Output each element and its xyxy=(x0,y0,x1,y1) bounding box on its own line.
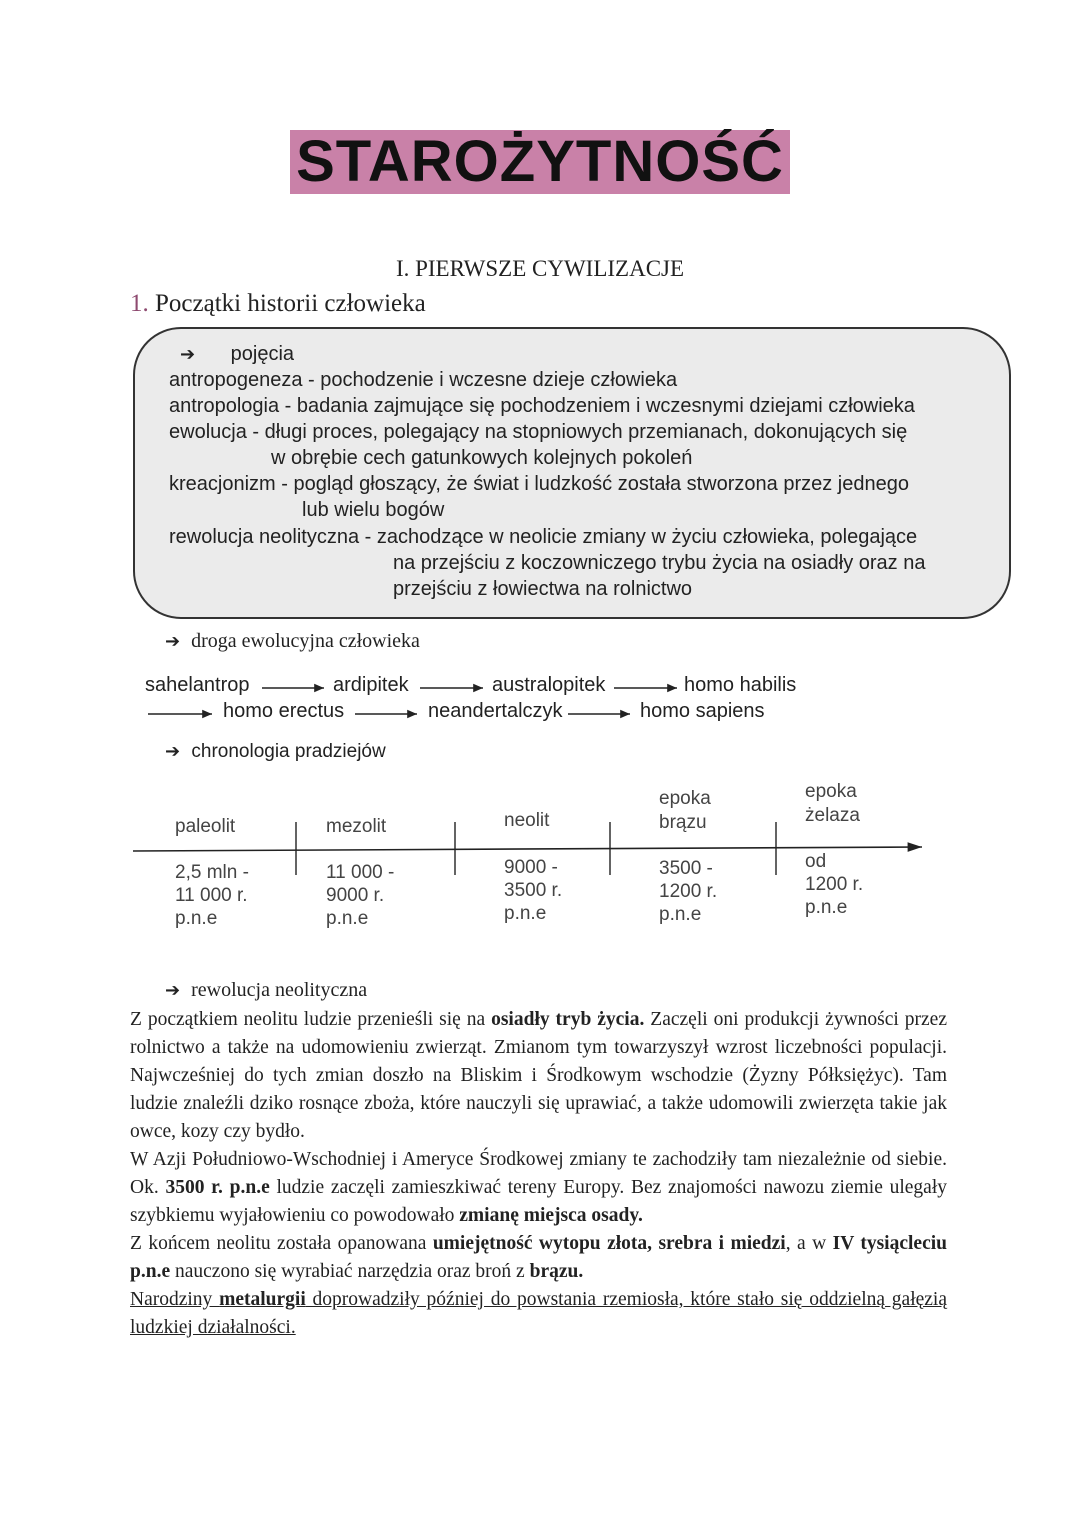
neolithic-heading-row xyxy=(165,979,367,1002)
text-span: Zaczęli oni produkcji żywności przez rolnictwo a także na udomowieniu zwierząt. Zmianom tym towarzyszył wzrost liczebności populacji. Najwcześniej do tych zmian doszło na Bliskim i Środkowym wschodzie (Żyzny Półksiężyc). Tam ludzie znaleźli dziko rosnące zboża, które nauczyli się uprawiać, a także udomowili zwierzęta takie jak owce, kozy czy bydło. xyxy=(130,1009,947,1142)
arrow-right-icon: ➔ xyxy=(165,741,181,762)
bold-phrase: 3500 r. p.n.e xyxy=(165,1177,270,1198)
paragraph xyxy=(130,1146,947,1230)
concept-line: antropologia - badania zajmujące się pochodzeniem i wczesnymi dziejami człowieka xyxy=(169,395,915,417)
evolution-stage: homo habilis xyxy=(684,674,797,696)
bold-phrase: , xyxy=(647,1233,659,1254)
concept-line: przejściu z łowiectwa na rolnictwo xyxy=(393,578,693,600)
period-date: 3500 - 1200 r. p.n.e xyxy=(659,858,718,925)
period-name: neolit xyxy=(504,810,550,831)
chronology-heading: chronologia pradziejów xyxy=(191,741,386,762)
text-span: Z początkiem neolitu ludzie przenieśli się na xyxy=(130,1009,492,1030)
bold-phrase: zmianę miejsca osady. xyxy=(459,1205,643,1226)
text-span: Z końcem neolitu została opanowana xyxy=(130,1233,433,1254)
period-name: mezolit xyxy=(326,816,387,837)
neolithic-heading: rewolucja neolityczna xyxy=(191,979,368,1001)
concept-line: na przejściu z koczowniczego trybu życia na osiadły oraz na xyxy=(393,552,926,574)
evolution-stage: homo erectus xyxy=(223,700,345,722)
arrow-right-icon: ➔ xyxy=(165,980,181,1001)
bold-phrase: IV tysiącleciu p.n.e xyxy=(130,1233,947,1282)
concept-line: antropogeneza - pochodzenie i wczesne dzieje człowieka xyxy=(169,369,678,391)
neolithic-text xyxy=(130,1006,947,1342)
period-date: od 1200 r. p.n.e xyxy=(805,851,864,918)
paragraph xyxy=(130,1006,947,1146)
text-span: doprowadziły później do powstania rzemiosła, które stało się oddzielną gałęzią ludzkiej działalności. xyxy=(130,1289,947,1338)
evolution-stage: sahelantrop xyxy=(145,674,250,696)
text-span: nauczono się wyrabiać narzędzia oraz broń z xyxy=(170,1261,530,1282)
paragraph xyxy=(130,1286,947,1342)
text-span: ludzie zaczęli zamieszkiwać tereny Europy. Bez znajomości nawozu ziemie ulegały szybkiemu wyjałowieniu co powodowało xyxy=(130,1177,947,1226)
evolution-arrows xyxy=(0,0,1080,760)
bold-phrase: brązu. xyxy=(529,1261,584,1282)
evolution-heading: droga ewolucyjna człowieka xyxy=(191,630,420,652)
concept-line: rewolucja neolityczna - zachodzące w neolicie zmiany w życiu człowieka, polegające xyxy=(169,526,918,548)
page-title: STAROŻYTNOŚĆ xyxy=(290,130,790,194)
concept-line: lub wielu bogów xyxy=(302,499,445,521)
concept-line: kreacjonizm - pogląd głoszący, że świat i ludzkość została stworzona przez jednego xyxy=(169,473,909,495)
text-span: Narodziny xyxy=(130,1289,220,1310)
lesson-number: 1. xyxy=(130,290,149,317)
period-date: 2,5 mln - 11 000 r. p.n.e xyxy=(175,862,249,929)
period-name: epoka brązu xyxy=(659,788,711,833)
evolution-stage: ardipitek xyxy=(333,674,409,696)
arrow-right-icon: ➔ xyxy=(180,344,196,365)
text-span: , a w xyxy=(785,1233,833,1254)
text-span: W Azji Południowo-Wschodniej i Ameryce Środkowej zmiany te zachodziły tam niezależnie od siebie. Ok. xyxy=(130,1149,947,1198)
bold-phrase: umiejętność wytopu złota xyxy=(432,1233,648,1254)
paragraph xyxy=(130,1230,947,1286)
period-date: 11 000 - 9000 r. p.n.e xyxy=(326,862,395,929)
bold-phrase: srebra i miedzi xyxy=(658,1233,786,1254)
evolution-stage: homo sapiens xyxy=(640,700,765,722)
period-name: paleolit xyxy=(175,816,236,837)
concept-line: ewolucja - długi proces, polegający na stopniowych przemianach, dokonujących się xyxy=(169,421,908,443)
concept-line: w obrębie cech gatunkowych kolejnych pokoleń xyxy=(271,447,693,469)
concepts-heading: pojęcia xyxy=(230,343,295,365)
bold-phrase: metalurgii xyxy=(219,1289,306,1310)
evolution-stage: neandertalczyk xyxy=(428,700,563,722)
arrow-right-icon: ➔ xyxy=(165,631,181,652)
lesson-title: Początki historii człowieka xyxy=(155,290,426,317)
timeline-axis xyxy=(133,847,922,851)
period-date: 9000 - 3500 r. p.n.e xyxy=(504,857,563,924)
section-title: I. PIERWSZE CYWILIZACJE xyxy=(395,256,685,281)
bold-phrase: osiadły tryb życia. xyxy=(491,1009,645,1030)
period-name: epoka żelaza xyxy=(805,781,860,826)
evolution-stage: australopitek xyxy=(492,674,606,696)
